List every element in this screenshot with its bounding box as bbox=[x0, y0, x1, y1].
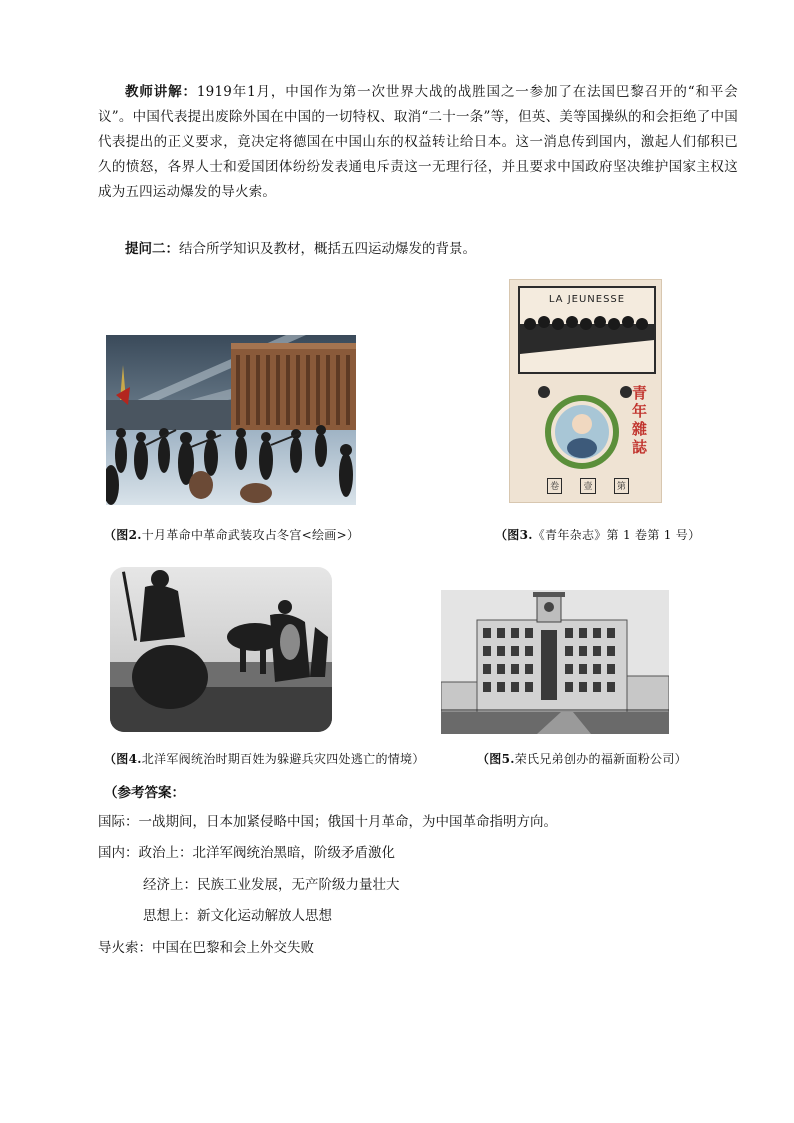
answer-domestic-political: 国内：政治上：北洋军阀统治黑暗，阶级矛盾激化 bbox=[98, 845, 395, 861]
caption-3-text: 《青年杂志》第 1 卷第 1 号） bbox=[532, 528, 701, 542]
lecture-text: 1919年1月，中国作为第一次世界大战的战胜国之一参加了在法国巴黎召开的“和平会议”。中国代表提出废除外国在中国的一切特权、取消“二十一条”等，但英、美等国操纵的和会拒绝了中国代表提出的正义要求，竟决定将德国在中国山东的权益转让给日本。这一消息传到国内，激起人们郁积已久的愤怒，各界人士和爱国团体纷纷发表通电斥责这一无理行径，并且要求中国政府坚决维护国家主权这成为五四运动爆发的导火索。 bbox=[98, 84, 738, 200]
cover-crowd-illustration bbox=[520, 310, 654, 370]
figure-winter-palace-painting bbox=[106, 335, 356, 505]
answer-heading: （参考答案： bbox=[104, 785, 185, 801]
cover-bottom-strip bbox=[538, 478, 638, 494]
answer-international: 国际：一战期间，日本加紧侵略中国；俄国十月革命，为中国革命指明方向。 bbox=[98, 814, 557, 830]
caption-2-num: 2. bbox=[128, 528, 142, 542]
cover-char-1: 青 bbox=[632, 384, 648, 402]
answer-domestic-ideological: 思想上：新文化运动解放人思想 bbox=[143, 908, 332, 924]
figure-la-jeunesse-cover bbox=[509, 279, 662, 503]
caption-5-num: 5. bbox=[501, 752, 515, 766]
caption-figure-2 bbox=[104, 527, 359, 543]
caption-5-prefix: （图 bbox=[477, 752, 502, 766]
cover-char-4: 誌 bbox=[632, 438, 648, 456]
lecture-paragraph bbox=[98, 80, 738, 205]
caption-4-num: 4. bbox=[128, 752, 142, 766]
caption-figure-5 bbox=[477, 751, 687, 767]
cover-bottom-char-3: 第 bbox=[614, 478, 629, 494]
refugees-photo-image bbox=[110, 567, 332, 732]
question-text: 结合所学知识及教材，概括五四运动爆发的背景。 bbox=[179, 241, 476, 257]
caption-5-text: 荣氏兄弟创办的福新面粉公司） bbox=[514, 752, 687, 766]
lecture-label: 教师讲解： bbox=[125, 84, 197, 100]
caption-figure-3 bbox=[495, 527, 700, 543]
cover-title: LA JEUNESSE bbox=[548, 294, 626, 305]
caption-4-prefix: （图 bbox=[104, 752, 129, 766]
answer-domestic-economic: 经济上：民族工业发展，无产阶级力量壮大 bbox=[143, 877, 400, 893]
cover-bottom-char-2: 壹 bbox=[580, 478, 595, 494]
question-paragraph bbox=[98, 237, 738, 262]
cover-char-2: 年 bbox=[632, 402, 648, 420]
caption-3-prefix: （图 bbox=[495, 528, 520, 542]
caption-4-text: 北洋军阀统治时期百姓为躲避兵灾四处逃亡的情境） bbox=[141, 752, 425, 766]
figure-flour-mill-photo bbox=[441, 590, 669, 734]
winter-palace-painting-image bbox=[106, 335, 356, 505]
cover-vertical-title bbox=[632, 384, 654, 456]
cover-bottom-char-1: 卷 bbox=[547, 478, 562, 494]
cover-top-panel bbox=[518, 286, 656, 374]
cover-char-3: 雜 bbox=[632, 420, 648, 438]
flour-mill-photo-image bbox=[441, 590, 669, 734]
figure-refugees-photo bbox=[110, 567, 332, 732]
answer-trigger: 导火索：中国在巴黎和会上外交失败 bbox=[98, 940, 314, 956]
caption-3-num: 3. bbox=[519, 528, 533, 542]
caption-2-prefix: （图 bbox=[104, 528, 129, 542]
caption-figure-4 bbox=[104, 751, 425, 767]
question-label: 提问二： bbox=[125, 241, 179, 257]
caption-2-text: 十月革命中革命武装攻占冬宫<绘画>） bbox=[141, 528, 360, 542]
